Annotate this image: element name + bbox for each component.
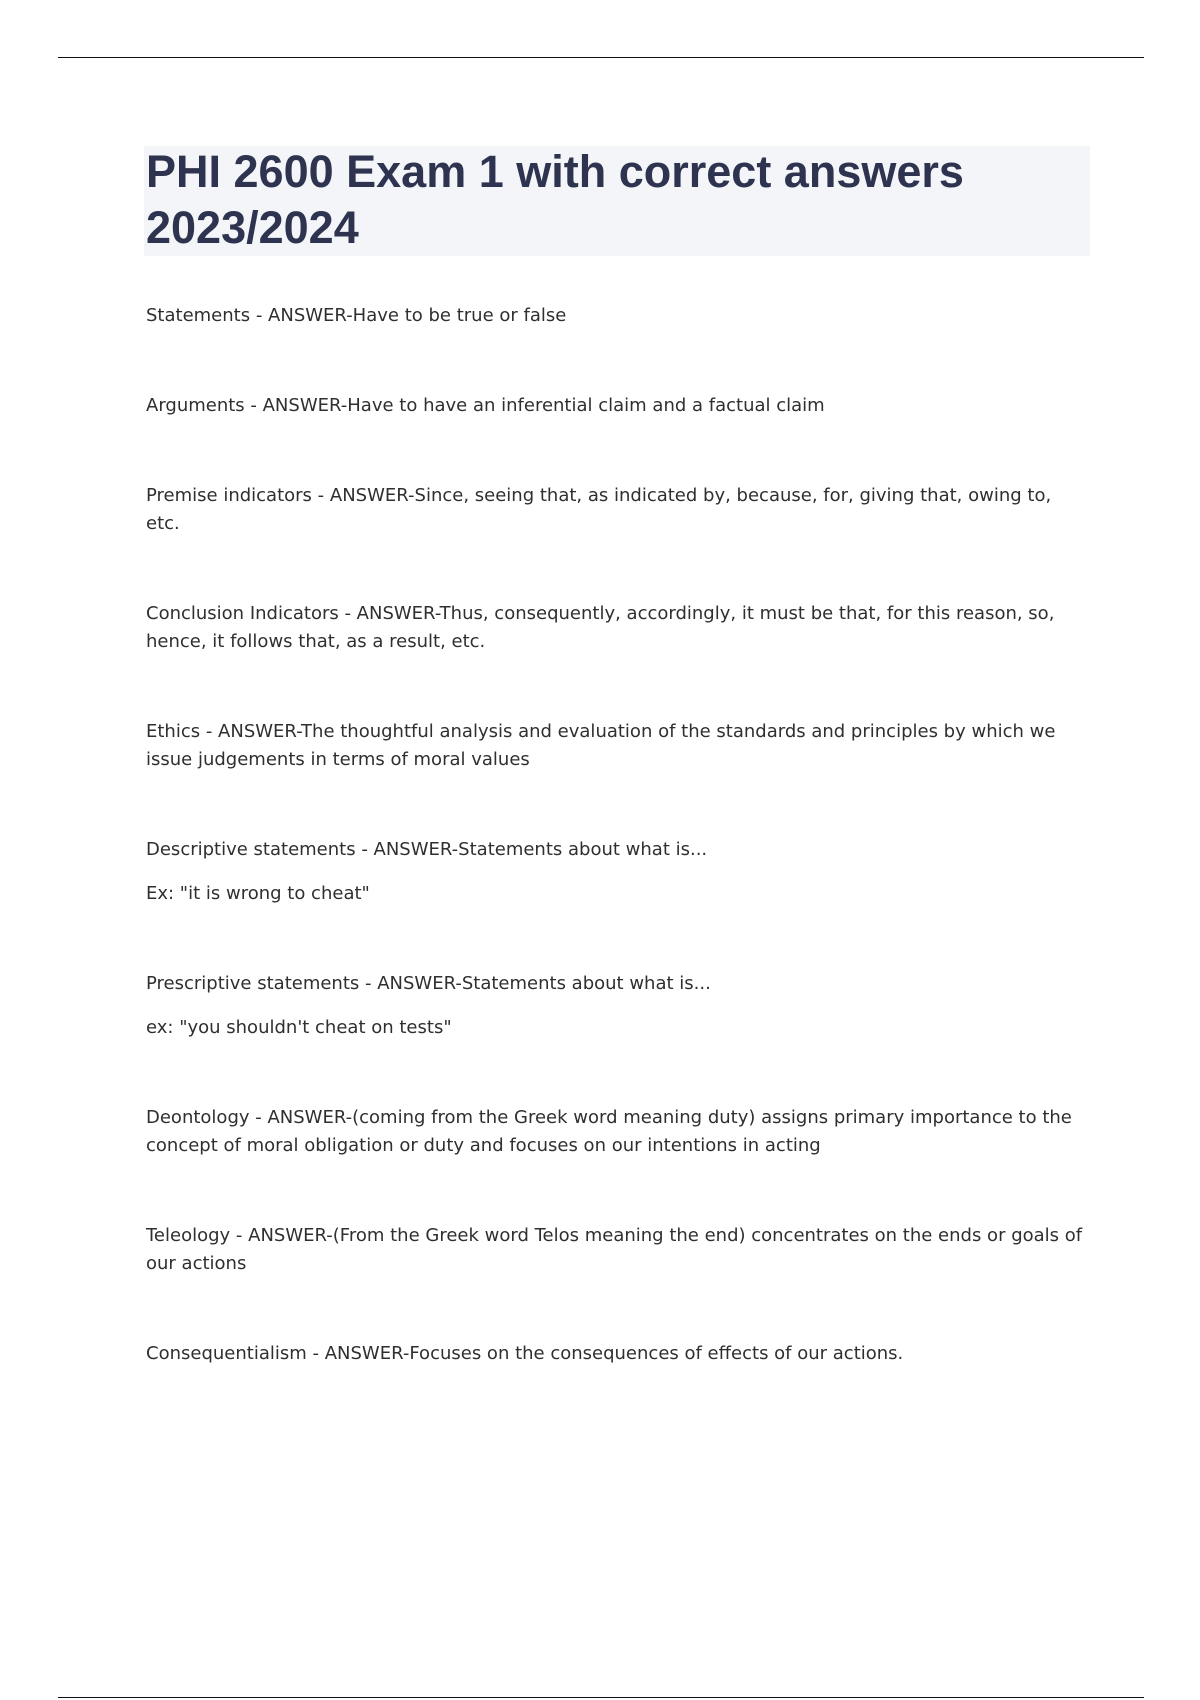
answer-text: Prescriptive statements - ANSWER-Statements about what is...	[146, 973, 711, 994]
answer-text: Conclusion Indicators - ANSWER-Thus, consequently, accordingly, it must be that, for this reason, so, hence, it follows that, as a result, etc.	[146, 603, 1055, 652]
page-title: PHI 2600 Exam 1 with correct answers 2023/2024	[146, 146, 964, 253]
answer-example: ex: "you shouldn't cheat on tests"	[146, 1017, 452, 1038]
answer-entry	[146, 970, 1090, 1042]
answer-text: Teleology - ANSWER-(From the Greek word Telos meaning the end) concentrates on the ends or goals of our actions	[146, 1225, 1083, 1274]
answer-list	[146, 302, 1090, 1430]
answer-entry	[146, 302, 1090, 330]
answer-entry	[146, 482, 1090, 538]
top-divider	[58, 57, 1144, 58]
answer-entry	[146, 1222, 1090, 1278]
answer-text: Deontology - ANSWER-(coming from the Greek word meaning duty) assigns primary importance to the concept of moral obligation or duty and focuses on our intentions in acting	[146, 1107, 1072, 1156]
answer-entry	[146, 836, 1090, 908]
answer-entry	[146, 600, 1090, 656]
answer-entry	[146, 392, 1090, 420]
answer-text: Statements - ANSWER-Have to be true or false	[146, 305, 567, 326]
answer-entry	[146, 718, 1090, 774]
answer-text: Ethics - ANSWER-The thoughtful analysis and evaluation of the standards and principles by which we issue judgements in terms of moral values	[146, 721, 1056, 770]
answer-text: Premise indicators - ANSWER-Since, seeing that, as indicated by, because, for, giving that, owing to, etc.	[146, 485, 1052, 534]
answer-text: Consequentialism - ANSWER-Focuses on the consequences of effects of our actions.	[146, 1343, 904, 1364]
answer-entry	[146, 1104, 1090, 1160]
answer-text: Descriptive statements - ANSWER-Statements about what is...	[146, 839, 708, 860]
answer-text: Arguments - ANSWER-Have to have an inferential claim and a factual claim	[146, 395, 825, 416]
answer-entry	[146, 1340, 1090, 1368]
bottom-divider	[58, 1697, 1144, 1698]
answer-example: Ex: "it is wrong to cheat"	[146, 883, 370, 904]
